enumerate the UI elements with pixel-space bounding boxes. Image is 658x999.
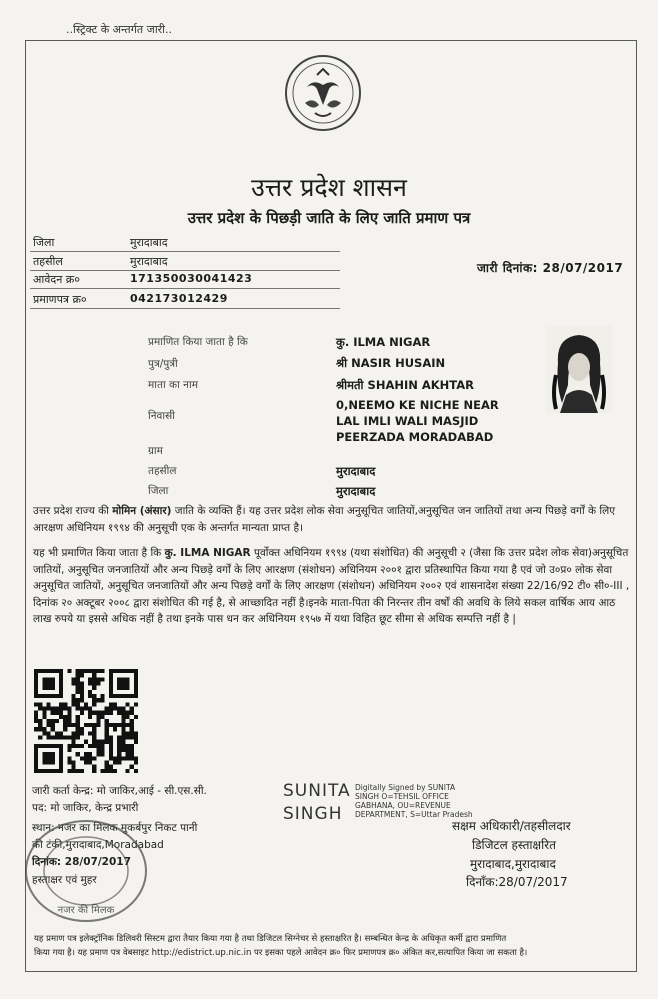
village-label: ग्राम (148, 445, 163, 457)
para2-suffix: पूर्वोक्त अधिनियम १९९४ (यथा संशोधित) की अनुसूची २ (जैसा कि उत्तर प्रदेश लोक सेवा)अनुसूचित जातियों, अनुसूचित जनजातियों और अन्य पिछड़े वर्गों के लिए आरक्षण (संशोधन) अधिनियम २००१ द्वारा प्रतिस्थापित किया गया है एवं जो उ०प्र० लोक सेवा अनुसूचित जातियों, अनुसूचित जनजातियों और अन्य पिछड़े वर्गों के लिए आरक्षण (संशोधन) अधिनियम २००२ एवं शासनादेश संख्या 22/16/92 टी० सी०-III , दिनांक २० अक्टूबर २००८ द्वारा संशोधित की गई है, से आच्छादित नहीं है।इनके माता-पिता की निरन्तर तीन वर्षों की अवधि के लिये सकल वार्षिक आय आठ लाख रुपये या इससे अधिक नहीं है तथा इनके पास धन कर अधिनियम १९५७ में यथा विहित छूट सीमा से अधिक सम्पत्ति नहीं है | (33, 547, 630, 625)
issue-date: जारी दिनांक: 28/07/2017 (477, 261, 624, 275)
body-paragraph-2 (33, 545, 633, 628)
para1-suffix: जाति के व्यक्ति हैं। यह उत्तर प्रदेश लोक सेवा अनुसूचित जातियों,अनुसूचित जन जातियों तथा अन्य पिछड़े वर्गों के लिए आरक्षण अधिनियम १९९४ की अनुसूची एक के अन्तर्गत मान्यता प्राप्त है। (33, 505, 616, 534)
issuer-place: स्थान: नजर का मिलक मुकर्बपुर निकट पानी (32, 822, 198, 834)
application-number-label: आवेदन क्र० (33, 273, 80, 286)
caste-name: मोमिन (अंसार) (112, 505, 172, 517)
signer-name-line-1: SUNITA (283, 781, 351, 801)
issuer-place-2: की टंकी,मुरादाबाद,Moradabad (32, 839, 164, 851)
office-stamp-icon (20, 815, 152, 927)
certificate-number-value: 042173012429 (130, 292, 228, 305)
authority-digital-label: डिजिटल हस्ताक्षरित (472, 838, 556, 852)
footer-line-1: यह प्रमाण पत्र इलेक्ट्रॉनिक डिलिवरी सिस्टम द्वारा तैयार किया गया है तथा डिजिटल सिग्नेचर से हस्ताक्षरित है। सम्बन्धित केन्द्र के अधिकृत कर्मी द्वारा प्रमाणित (34, 934, 507, 944)
footer-line-2: किया गया है। यह प्रमाण पत्र वेबसाइट http://edistrict.up.nic.in पर इसका पहले आवेदन क्र० फिर प्रमाणपत्र क्र० अंकित कर,सत्यापित किया जा सकता है। (34, 948, 528, 958)
top-note: ..स्ट्रिक्ट के अन्तर्गत जारी.. (66, 23, 173, 36)
divider (30, 308, 340, 309)
district-label: जिला (33, 236, 55, 249)
digital-signature-details: Digitally Signed by SUNITA SINGH O=TEHSIL OFFICE GABHANA, OU=REVENUE DEPARTMENT, S=Uttar Pradesh (355, 783, 473, 819)
certificate-number-label: प्रमाणपत्र क्र० (33, 293, 87, 306)
divider (30, 288, 340, 289)
para2-prefix: यह भी प्रमाणित किया जाता है कि (33, 547, 165, 559)
issuer-date: दिनांक: 28/07/2017 (32, 856, 131, 868)
issuer-signature-label: हस्ताक्षर एवं मुहर (32, 874, 97, 886)
mother-label: माता का नाम (148, 379, 198, 391)
body-paragraph-1 (33, 503, 633, 536)
stamp-text: नजर की मिलक (57, 905, 115, 916)
para1-prefix: उत्तर प्रदेश राज्य की (33, 505, 113, 517)
divider (30, 270, 340, 271)
tehsil-label: तहसील (33, 255, 63, 268)
application-number-value: 171350030041423 (130, 272, 253, 285)
authority-date: दिनाँक:28/07/2017 (466, 875, 568, 889)
resident-label: निवासी (148, 410, 175, 422)
issuer-center: जारी कर्ता केन्द्र: मो जाकिर,आई - सी.एस.सी. (32, 785, 207, 797)
government-title: उत्तर प्रदेश शासन (251, 173, 407, 202)
footer-note (34, 932, 628, 960)
parent-name: श्री NASIR HUSAIN (336, 356, 446, 370)
grid-district-value: मुरादाबाद (336, 484, 376, 498)
parent-label: पुत्र/पुत्री (148, 358, 178, 370)
certified-name: कु. ILMA NIGAR (336, 335, 431, 349)
state-emblem-icon (283, 53, 363, 133)
issuer-designation: पद: मो जाकिर, केन्द्र प्रभारी (32, 802, 139, 814)
para2-name: कु. ILMA NIGAR (164, 547, 251, 559)
authority-title: सक्षम अधिकारी/तहसीलदार (452, 819, 571, 833)
qr-code-icon (34, 669, 138, 773)
address-line-2: LAL IMLI WALI MASJID (336, 414, 479, 428)
authority-location: मुरादाबाद,मुरादाबाद (470, 857, 556, 871)
divider (30, 251, 340, 252)
grid-tehsil-label: तहसील (148, 465, 177, 477)
mother-name: श्रीमती SHAHIN AKHTAR (336, 378, 475, 392)
tehsil-value: मुरादाबाद (130, 255, 168, 268)
grid-district-label: जिला (148, 485, 169, 497)
address-line-1: 0,NEEMO KE NICHE NEAR (336, 398, 499, 412)
certified-label: प्रमाणित किया जाता है कि (148, 336, 248, 348)
address-line-3: PEERZADA MORADABAD (336, 430, 494, 444)
grid-tehsil-value: मुरादाबाद (336, 464, 376, 478)
certificate-title: उत्तर प्रदेश के पिछड़ी जाति के लिए जाति प्रमाण पत्र (187, 209, 471, 227)
applicant-photo (546, 325, 612, 413)
district-value: मुरादाबाद (130, 236, 168, 249)
signer-name-line-2: SINGH (283, 804, 343, 824)
